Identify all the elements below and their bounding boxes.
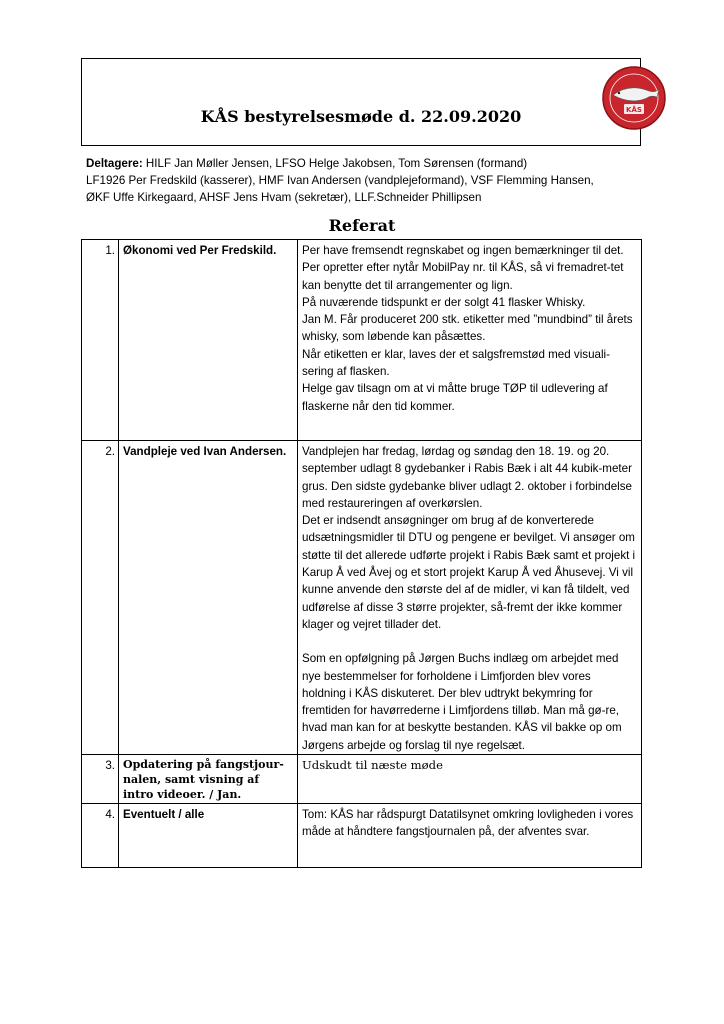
paragraph: På nuværende tidspunkt er der solgt 41 flasker Whisky. [302,295,586,309]
logo-text: KÅS [626,106,642,114]
item-topic: Eventuelt / alle [119,804,298,868]
paragraph: Udskudt til næste møde [302,758,443,773]
item-topic: Vandpleje ved Ivan Andersen. [119,441,298,755]
table-row [82,804,642,868]
paragraph: Helge gav tilsagn om at vi måtte bruge TØP til udlevering af flaskerne når den tid kommer. [302,382,608,413]
participants-line-1: HILF Jan Møller Jensen, LFSO Helge Jakobsen, Tom Sørensen (formand) [142,157,528,170]
paragraph: Når etiketten er klar, laves der et salgsfremstød med visuali-sering af flasken. [302,347,610,379]
paragraph: Vandplejen har fredag, lørdag og søndag den 18. 19. og 20. september udlagt 8 gydebanker i Rabis Bæk i alt 44 kubik-meter grus. Den sidste gydebanke bliver udlagt 2. oktober i forbindelse med restaureringen af overkørslen. [302,445,632,510]
participants-label: Deltagere: [86,157,143,170]
participants [86,155,646,206]
header-box [81,58,641,146]
paragraph: Jan M. Får produceret 200 stk. etiketter med ”mundbind” til årets whisky, som løbende kan påsættes. [302,313,633,344]
item-topic: Opdatering på fangstjour-nalen, samt visning af intro videoer. / Jan. [119,755,298,804]
item-content [298,441,642,755]
item-content [298,804,642,868]
item-number: 1. [82,240,119,441]
table-row [82,755,642,804]
table-row [82,240,642,441]
participants-line-2: LF1926 Per Fredskild (kasserer), HMF Ivan Andersen (vandplejeformand), VSF Flemming Hansen, [86,174,594,187]
item-topic: Økonomi ved Per Fredskild. [119,240,298,441]
paragraph: Det er indsendt ansøgninger om brug af de konverterede udsætningsmidler til DTU og pengene er bevilget. Vi ansøger om støtte til det allerede udførte projekt i Rabis Bæk samt et projekt i Karup Å ved Åvej og et stort projekt Karup Å ved Åhusevej. Vi vil kunne anvende den største del af de midler, vi kan få tildelt, ved udførelse af disse 3 større projekter, så-fremt der ikke kommer klager og vejret tillader det. [302,514,636,631]
minutes-table [81,239,642,868]
paragraph: Tom: KÅS har rådspurgt Datatilsynet omkring lovligheden i vores måde at håndtere fangstjournalen på, der afventes svar. [302,808,634,839]
document-title: KÅS bestyrelsesmøde d. 22.09.2020 [200,107,522,126]
section-title: Referat [328,216,396,235]
item-number: 3. [82,755,119,804]
paragraph-gap [302,633,637,650]
paragraph: Per have fremsendt regnskabet og ingen bemærkninger til det. [302,244,624,257]
item-number: 4. [82,804,119,868]
paragraph: Per opretter efter nytår MobilPay nr. til KÅS, så vi fremadret-tet kan benytte det til arrangementer og lign. [302,261,624,292]
item-content [298,755,642,804]
paragraph: Som en opfølgning på Jørgen Buchs indlæg om arbejdet med nye bestemmelser for forholdene i Limfjorden blev vores holdning i KÅS diskuteret. Der blev udtrykt bekymring for fremtiden for havørrederne i Limfjordens tilløb. Man må gø-re, hvad man kan for at beskytte bestanden. KÅS vil bakke op om Jørgens arbejde og forslag til nye regelsæt. [302,652,622,752]
item-content [298,240,642,441]
club-logo-icon [601,65,667,131]
item-number: 2. [82,441,119,755]
table-row [82,441,642,755]
participants-line-3: ØKF Uffe Kirkegaard, AHSF Jens Hvam (sekretær), LLF.Schneider Phillipsen [86,191,482,204]
